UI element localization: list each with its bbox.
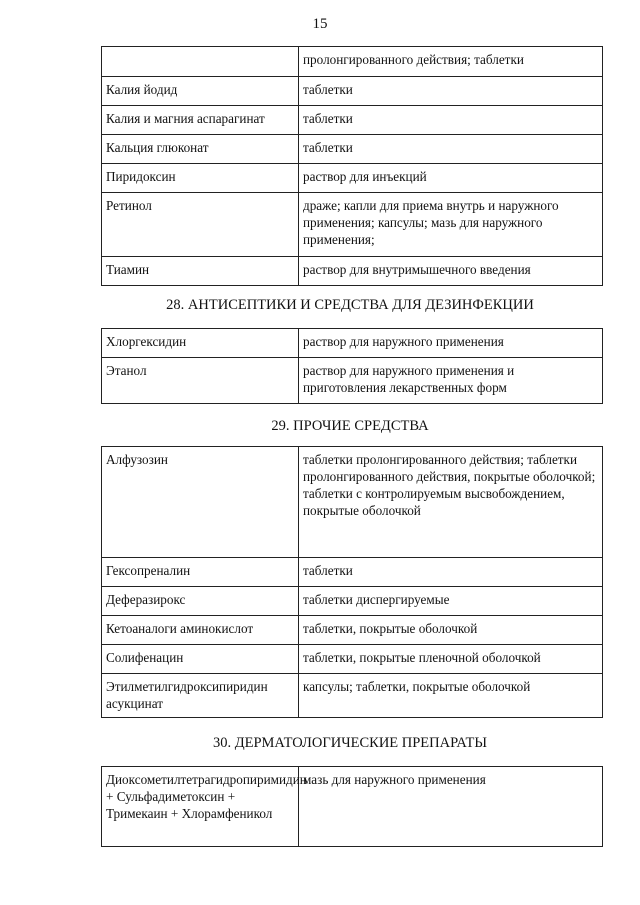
drug-form-cell: капсулы; таблетки, покрытые оболочкой [299,674,603,718]
table-row [102,674,603,718]
table-row [102,645,603,674]
drug-form-cell: мазь для наружного применения [299,767,603,847]
table-row [102,767,603,847]
table-row [102,558,603,587]
drug-name-cell: Диоксометилтетрагидропиримидин + Сульфадиметоксин + Тримекаин + Хлорамфеникол [102,767,299,847]
drug-name-cell: Калия йодид [102,77,299,106]
table-row [102,106,603,135]
drug-name-cell: Кальция глюконат [102,135,299,164]
drug-form-cell: раствор для наружного применения и приготовления лекарственных форм [299,358,603,404]
drug-name-cell: Алфузозин [102,447,299,558]
drug-form-cell: таблетки [299,106,603,135]
table-row [102,587,603,616]
table-row [102,358,603,404]
drug-name-cell: Гексопреналин [102,558,299,587]
drug-form-cell: драже; капли для приема внутрь и наружного применения; капсулы; мазь для наружного применения; [299,193,603,257]
table-row [102,47,603,77]
drug-form-cell: таблетки [299,77,603,106]
drug-name-cell: Хлоргексидин [102,329,299,358]
drug-name-cell: Кетоаналоги аминокислот [102,616,299,645]
drug-form-cell: раствор для инъекций [299,164,603,193]
drug-table-other [101,446,603,718]
drug-name-cell: Тиамин [102,257,299,286]
drug-table-dermatological [101,766,603,847]
table-row [102,135,603,164]
section-title-dermatological: 30. ДЕРМАТОЛОГИЧЕСКИЕ ПРЕПАРАТЫ [212,735,488,751]
drug-name-cell: Солифенацин [102,645,299,674]
drug-name-cell: Этилметилгидроксипиридин асукцинат [102,674,299,718]
drug-form-cell: пролонгированного действия; таблетки [299,47,603,77]
drug-table-antiseptics [101,328,603,404]
drug-form-cell: таблетки пролонгированного действия; таблетки пролонгированного действия, покрытые оболочкой; таблетки с контролируемым высвобождением, покрытые оболочкой [299,447,603,558]
drug-name-cell: Ретинол [102,193,299,257]
table-row [102,257,603,286]
drug-form-cell: таблетки [299,558,603,587]
drug-table-continuation [101,46,603,286]
table-row [102,616,603,645]
drug-name-cell: Этанол [102,358,299,404]
drug-form-cell: таблетки, покрытые пленочной оболочкой [299,645,603,674]
drug-form-cell: таблетки, покрытые оболочкой [299,616,603,645]
table-row [102,193,603,257]
table-row [102,447,603,558]
table-row [102,329,603,358]
table-row [102,164,603,193]
table-row [102,77,603,106]
drug-name-cell [102,47,299,77]
drug-form-cell: таблетки диспергируемые [299,587,603,616]
drug-form-cell: раствор для внутримышечного введения [299,257,603,286]
drug-name-cell: Деферазирокс [102,587,299,616]
drug-form-cell: раствор для наружного применения [299,329,603,358]
drug-name-cell: Пиридоксин [102,164,299,193]
page-number: 15 [312,16,328,32]
section-title-other: 29. ПРОЧИЕ СРЕДСТВА [271,418,429,434]
drug-name-cell: Калия и магния аспарагинат [102,106,299,135]
drug-form-cell: таблетки [299,135,603,164]
section-title-antiseptics: 28. АНТИСЕПТИКИ И СРЕДСТВА ДЛЯ ДЕЗИНФЕКЦИИ [166,297,534,313]
